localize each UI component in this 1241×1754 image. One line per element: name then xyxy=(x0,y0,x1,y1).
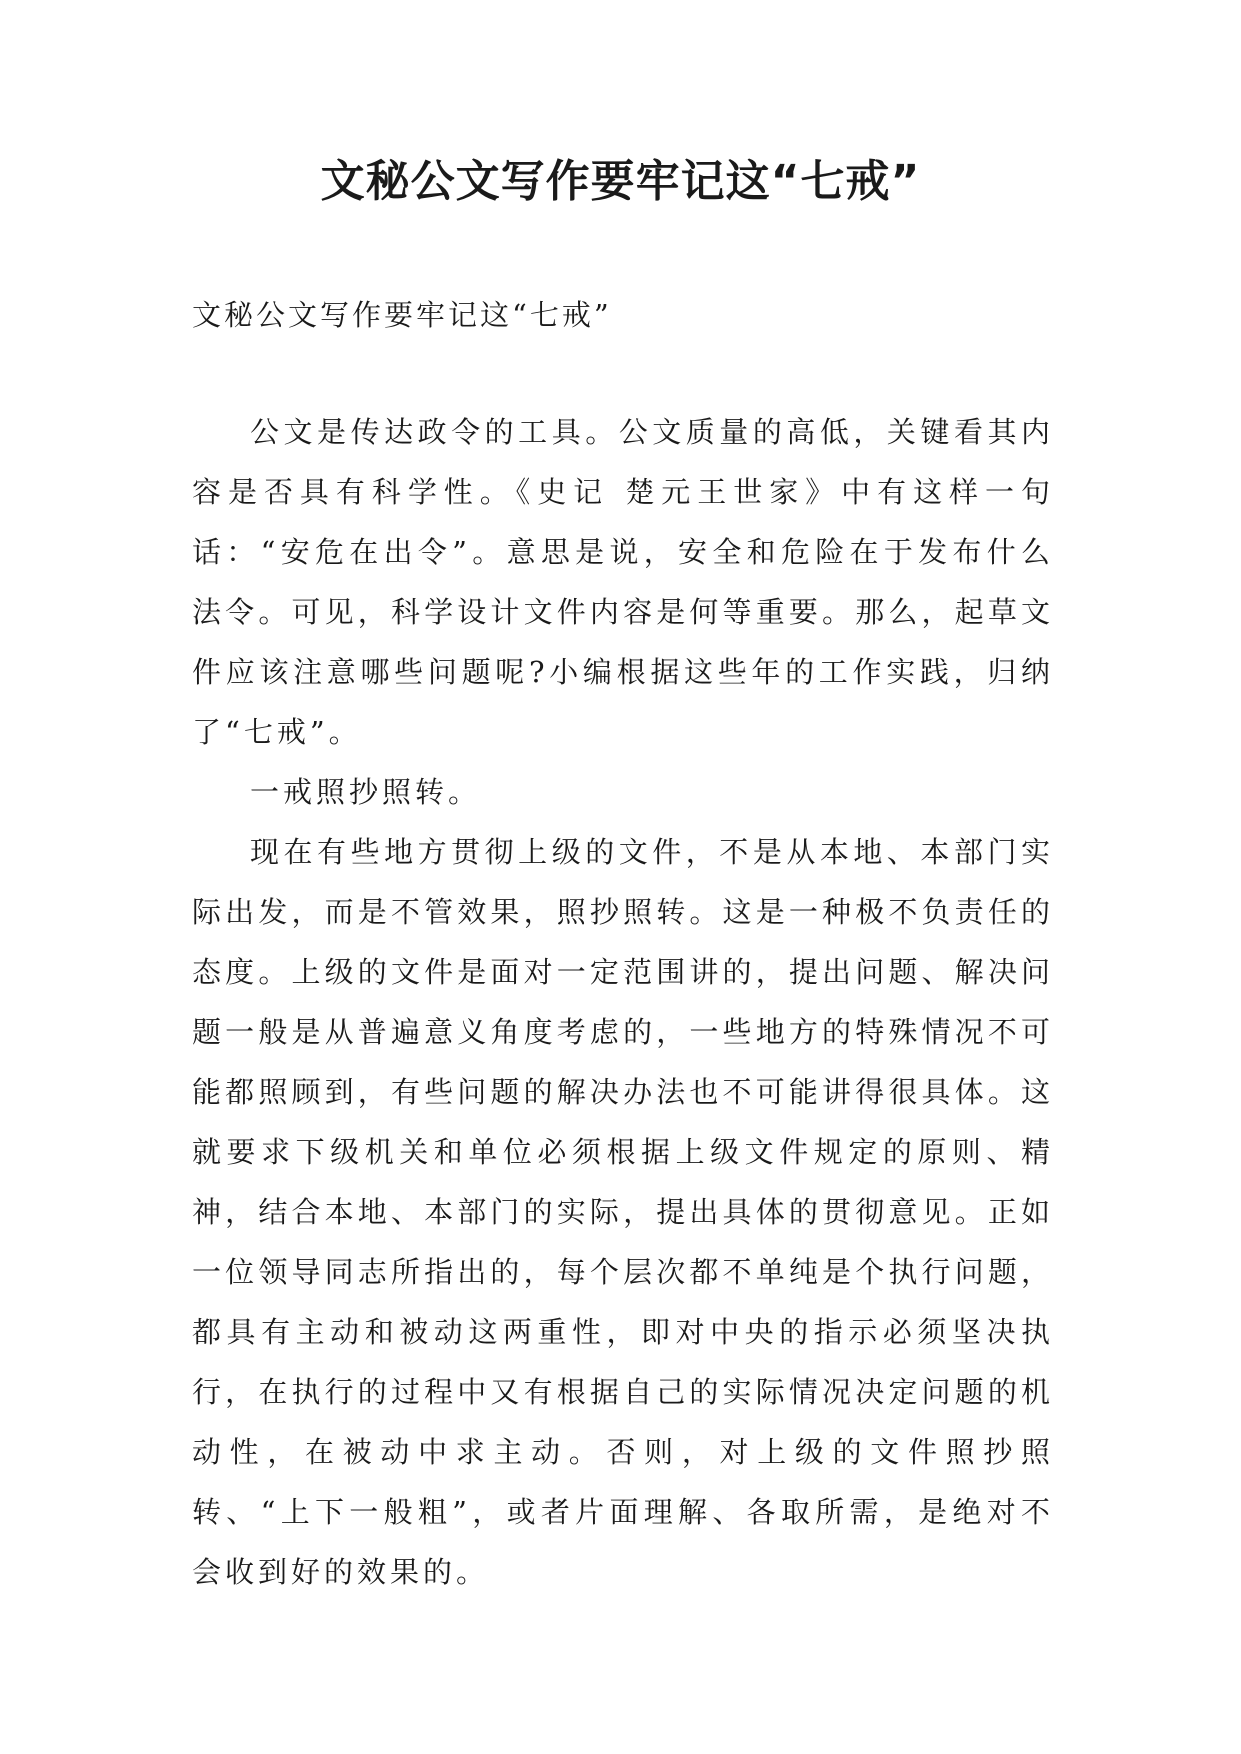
document-subtitle: 文秘公文写作要牢记这“七戒” xyxy=(192,298,612,332)
document-title: 文秘公文写作要牢记这“七戒” xyxy=(320,156,921,207)
document-body xyxy=(192,402,1054,1602)
paragraph-heading-first-rule: 一戒照抄照转。 xyxy=(250,775,482,809)
paragraph-intro: 公文是传达政令的工具。公文质量的高低，关键看其内容是否具有科学性。《史记 楚元王世家》中有这样一句话：“安危在出令”。意思是说，安全和危险在于发布什么法令。可见，科学设计文件内容是何等重要。那么，起草文件应该注意哪些问题呢?小编根据这些年的工作实践，归纳了“七戒”。 xyxy=(192,415,1054,749)
paragraph-first-rule-body: 现在有些地方贯彻上级的文件，不是从本地、本部门实际出发，而是不管效果，照抄照转。这是一种极不负责任的态度。上级的文件是面对一定范围讲的，提出问题、解决问题一般是从普遍意义角度考虑的，一些地方的特殊情况不可能都照顾到，有些问题的解决办法也不可能讲得很具体。这就要求下级机关和单位必须根据上级文件规定的原则、精神，结合本地、本部门的实际，提出具体的贯彻意见。正如一位领导同志所指出的，每个层次都不单纯是个执行问题，都具有主动和被动这两重性，即对中央的指示必须坚决执行，在执行的过程中又有根据自己的实际情况决定问题的机动性，在被动中求主动。否则，对上级的文件照抄照转、“上下一般粗”，或者片面理解、各取所需，是绝对不会收到好的效果的。 xyxy=(192,835,1054,1589)
